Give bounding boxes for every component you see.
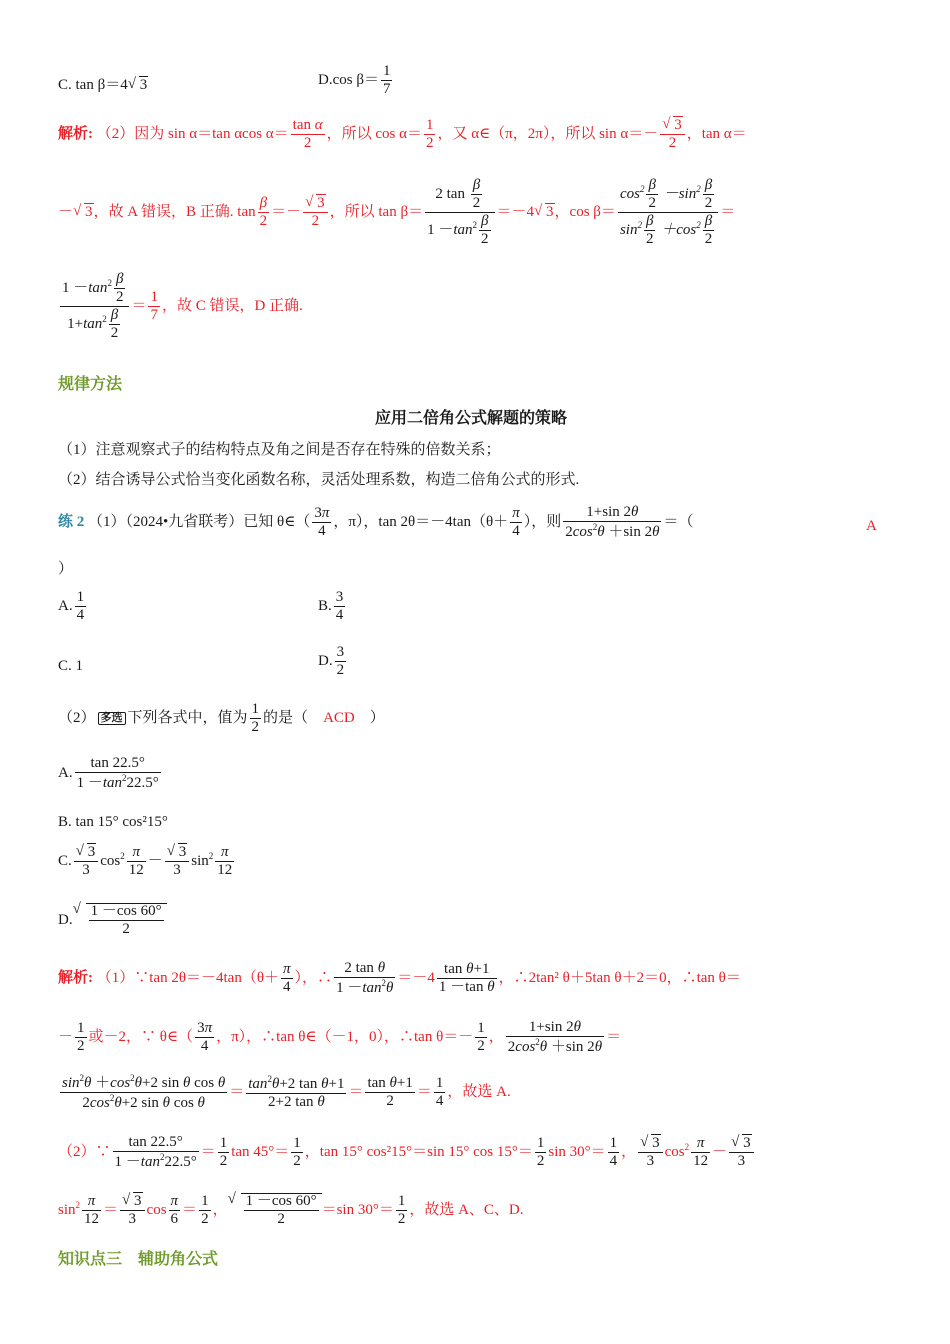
fraction	[258, 196, 270, 229]
num: β	[644, 214, 656, 231]
text: （2）因为 sin α＝tan αcos α＝	[96, 125, 289, 142]
solution-2-line-5: $\sin^2$ $\frac{\pi}{12}$ ＝ √ $\frac{3}{3}$ cos $\frac{\pi}{6}$ ＝ $\frac{1}{2}$ ， √ $\frac{1 -\cos 60^\circ}{2}$ ＝sin 30°＝ $\frac{1}{2}$ ，故选 A、C、D.	[58, 1193, 524, 1227]
num: 1	[251, 701, 260, 717]
fraction	[638, 1136, 663, 1169]
solution-2-line-1	[58, 961, 741, 996]
text: （1）（2024•九省联考）已知 θ∈（	[88, 513, 311, 530]
num: 3	[336, 644, 345, 660]
text: ，tan α＝	[686, 125, 747, 142]
solution-2-line-3	[58, 1074, 511, 1111]
den: 3	[737, 1153, 746, 1169]
num: 1	[293, 1135, 301, 1151]
den: 4	[318, 523, 326, 539]
text: ，	[621, 1143, 637, 1160]
den: 2	[397, 1211, 406, 1227]
text: ＝－	[271, 203, 302, 220]
solution-label: 解析:	[58, 969, 93, 986]
num: $1 -\tan^2$ $\frac{\beta}{2}$	[60, 272, 129, 307]
solution-2-line-4: （2）∵ $\frac{\tan 22.5^\circ}{1 -\tan^222.5^\circ}$ ＝ $\frac{1}{2}$ tan 45°＝ $\frac{1}{2}$ ，tan 15° cos²15°＝sin 15° cos 15°＝ $\frac{1}{2}$ sin 30°＝ $\frac{1}{4}$ ， √ $\frac{3}{3}$ $\cos^2$ $\frac{\pi}{12}$ － √ $\frac{3}{3}$	[58, 1135, 756, 1170]
fraction	[199, 1194, 211, 1227]
num	[638, 1136, 663, 1153]
text: （2）	[58, 709, 96, 726]
fraction	[60, 1074, 227, 1111]
text: 或－2，∵ θ∈（	[88, 1028, 194, 1045]
solution-label: 解析:	[58, 125, 93, 142]
sqrt	[76, 845, 97, 860]
den: 2	[536, 1153, 545, 1169]
den: 3	[128, 1211, 137, 1227]
num: $\tan^2\theta+2$ tan θ+1	[248, 1074, 345, 1092]
solution-1-line-3	[58, 272, 303, 341]
den: 2	[481, 231, 489, 247]
radicand: 3	[85, 203, 93, 220]
option-d	[318, 64, 394, 97]
num: tan θ+1	[437, 962, 497, 979]
den: 2	[115, 289, 124, 305]
option-c	[58, 78, 148, 93]
num: β	[114, 272, 126, 289]
rule-heading: 规律方法	[58, 376, 123, 393]
text: ＝	[348, 1083, 364, 1100]
num: π	[283, 961, 291, 977]
num: 1	[382, 63, 391, 79]
fraction	[74, 845, 99, 878]
text: ＝sin 30°＝	[321, 1201, 394, 1218]
fraction	[365, 1076, 414, 1109]
sqrt	[228, 1193, 322, 1227]
num: π	[82, 1194, 101, 1211]
exercise-2-answer-1: A	[866, 518, 877, 534]
sqrt	[662, 118, 683, 133]
text: ），则	[523, 513, 562, 530]
den: 7	[382, 81, 391, 97]
den: 1 －tan θ	[438, 979, 495, 995]
den: 12	[128, 862, 144, 878]
radicand: 3	[743, 1135, 751, 1151]
fraction	[195, 1021, 214, 1054]
num: β	[109, 308, 121, 325]
num	[660, 118, 685, 135]
text: ，π），∴tan θ∈（－1，0），∴tan θ＝－	[216, 1028, 474, 1045]
num: π	[215, 845, 234, 862]
text: D.	[58, 911, 73, 928]
fraction	[479, 214, 491, 247]
fraction	[218, 1136, 230, 1169]
text: cos	[146, 1201, 167, 1218]
text: ，tan 15° cos²15°＝sin 15° cos 15°＝	[304, 1143, 533, 1160]
num: β	[479, 214, 491, 231]
den: 2	[110, 325, 119, 341]
fraction	[75, 756, 161, 791]
den: 4	[435, 1093, 444, 1109]
fraction	[334, 961, 395, 996]
section-heading: 知识点三 辅助角公式	[58, 1251, 219, 1268]
den: 12	[84, 1211, 100, 1227]
num: β	[471, 178, 483, 195]
radicand: 3	[546, 203, 554, 220]
option-c-text: C. tan β＝4	[58, 77, 128, 93]
den: 2	[704, 195, 713, 211]
fraction	[703, 214, 715, 247]
num: 1	[219, 1135, 228, 1151]
num: tan 22.5°	[113, 1135, 199, 1152]
fraction	[644, 214, 656, 247]
text: ＝	[606, 1028, 622, 1045]
text: ，	[488, 1028, 504, 1045]
text: ＝－4	[496, 203, 535, 220]
multi-select-tag: 多选	[98, 712, 126, 725]
fraction	[114, 272, 126, 305]
option-d-text: D.cos β＝	[318, 71, 379, 88]
den: 12	[693, 1153, 709, 1169]
text: ，π），tan 2θ＝－4tan（θ＋	[333, 513, 509, 530]
text: ，所以 cos α＝	[326, 125, 422, 142]
num: 3	[335, 589, 344, 605]
num: 1	[536, 1135, 545, 1151]
den: 2	[303, 135, 312, 151]
fraction	[250, 702, 262, 735]
den: 2	[311, 213, 320, 229]
text: ＝	[103, 1201, 119, 1218]
text: tan 45°＝	[231, 1143, 290, 1160]
num: $\cos^2$ $\frac{\beta}{2}$ $-\sin^2$ $\frac{\beta}{2}$	[618, 178, 718, 213]
fraction	[618, 178, 718, 247]
num: 1+sin 2θ	[563, 505, 661, 522]
fraction	[291, 118, 325, 151]
sqrt	[128, 78, 149, 93]
text: ＝	[229, 1083, 245, 1100]
den: 2	[477, 1038, 485, 1054]
text: ，故 C 错误，D 正确.	[161, 297, 303, 314]
fraction	[75, 590, 87, 623]
den: 4	[512, 523, 520, 539]
den: 2	[336, 662, 345, 678]
text: ，又 α∈（π，2π），所以 sin α＝－	[437, 125, 659, 142]
den: 2	[472, 195, 481, 211]
solution-2-line-2	[58, 1020, 621, 1055]
num: 1	[397, 1193, 406, 1209]
text: ，∴2tan² θ＋5tan θ＋2＝0，∴tan θ＝	[498, 969, 741, 986]
fraction	[169, 1194, 181, 1227]
text: ，故选 A.	[447, 1083, 511, 1100]
num: $\sin^2\theta +\cos^2\theta+2$ sin θ cos θ	[62, 1073, 226, 1091]
fraction	[434, 1076, 446, 1109]
radicand: 3	[134, 1193, 142, 1209]
exercise-label: 练 2	[58, 513, 85, 530]
text: ）	[369, 709, 385, 726]
den: $1 -\tan^222.5^\circ$	[76, 773, 159, 791]
num: β	[258, 196, 270, 213]
text: －	[58, 1028, 74, 1045]
num	[120, 1194, 145, 1211]
fraction	[563, 505, 661, 540]
fraction	[246, 1075, 346, 1110]
den: $1+\tan^2$ $\frac{\beta}{2}$	[67, 307, 119, 341]
den: 3	[173, 862, 181, 878]
fraction	[215, 845, 234, 878]
fraction	[646, 178, 658, 211]
q2-option-d	[58, 903, 167, 937]
den: $1 -\tan^2$ $\frac{\beta}{2}$	[427, 213, 489, 247]
den: $2\cos^2\theta +\sin$ 2θ	[565, 522, 660, 540]
fraction	[82, 1194, 101, 1227]
fraction	[471, 178, 483, 211]
sqrt	[534, 205, 555, 220]
fraction	[127, 845, 146, 878]
num: tan 22.5°	[75, 756, 161, 773]
text: B.	[318, 597, 332, 614]
den: 4	[200, 1038, 209, 1054]
den: $1 -\tan^222.5^\circ$	[114, 1152, 197, 1170]
text: 的是（	[263, 709, 309, 726]
sqrt	[167, 845, 188, 860]
rule-title: 应用二倍角公式解题的策略	[375, 410, 568, 427]
text: ＝	[720, 203, 736, 220]
fraction	[475, 1021, 487, 1054]
den: 2	[648, 195, 656, 211]
den: 2	[386, 1093, 394, 1109]
fraction	[335, 645, 347, 678]
option-c-2: C. 1	[58, 658, 84, 674]
num: 2 tan θ	[334, 961, 395, 978]
radicand: 3	[87, 844, 96, 860]
den: $2\cos^2\theta+2$ sin θ cos θ	[82, 1093, 205, 1111]
num: tan θ+1	[367, 1075, 413, 1091]
text: sin 30°＝	[548, 1143, 606, 1160]
text: （1）∵tan 2θ＝－4tan（θ＋	[96, 969, 280, 986]
q2-option-a	[58, 756, 163, 791]
num: 1	[435, 1075, 444, 1091]
rule-item-1: （1）注意观察式子的结构特点及角之间是否存在特殊的倍数关系；	[58, 442, 501, 458]
num: 1	[425, 117, 434, 133]
fraction	[303, 196, 328, 229]
num: 1	[477, 1020, 485, 1036]
den: 2	[645, 231, 654, 247]
num	[74, 845, 99, 862]
exercise-2-question-1	[58, 505, 694, 540]
den: $\sin^2$ $\frac{\beta}{2}$ $+\cos^2$ $\frac{\beta}{2}$	[619, 213, 713, 247]
den: 2	[704, 231, 713, 247]
num: √ 1 －cos 60°	[245, 1193, 317, 1209]
sqrt	[73, 903, 167, 937]
den: 2	[668, 135, 677, 151]
fraction	[425, 178, 494, 247]
fraction	[660, 118, 685, 151]
text: ＝	[131, 297, 147, 314]
radicand: 3	[317, 195, 325, 211]
den: 3	[646, 1153, 655, 1169]
text: ＝－4	[397, 969, 435, 986]
fraction	[165, 845, 190, 878]
den: $2\cos^2\theta +\sin$ 2θ	[507, 1037, 603, 1055]
solution-1-line-1	[58, 118, 747, 151]
fraction	[510, 506, 522, 539]
fraction	[109, 308, 121, 341]
radicand: 3	[178, 844, 187, 860]
den: 2	[219, 1153, 228, 1169]
num: π	[127, 845, 146, 862]
radicand	[86, 903, 167, 937]
option-a	[58, 590, 88, 623]
fraction	[729, 1136, 754, 1169]
text: ＝	[416, 1083, 432, 1100]
num: π	[512, 505, 520, 521]
sqrt	[640, 1136, 661, 1151]
den: 4	[76, 607, 85, 623]
num: β	[646, 178, 658, 195]
text: －	[712, 1143, 728, 1160]
option-b	[318, 590, 347, 623]
fraction	[244, 1194, 319, 1227]
num: 1	[609, 1135, 618, 1151]
fraction	[120, 1194, 145, 1227]
num	[303, 196, 328, 213]
fraction	[148, 290, 160, 323]
fraction	[703, 178, 715, 211]
den: 4	[283, 979, 291, 995]
num: 3π	[197, 1020, 213, 1036]
text: sin	[58, 1201, 76, 1218]
fraction	[608, 1136, 620, 1169]
sqrt	[73, 205, 94, 220]
text: C.	[58, 852, 72, 869]
fraction	[691, 1136, 710, 1169]
fraction	[291, 1136, 303, 1169]
radicand: 3	[652, 1135, 660, 1151]
den: 7	[150, 307, 158, 323]
fraction	[334, 590, 346, 623]
text: ），∴	[294, 969, 333, 986]
num: 1	[150, 289, 158, 305]
num: tan α	[292, 117, 323, 133]
den: 3	[82, 862, 90, 878]
fraction	[424, 118, 436, 151]
den: 2	[77, 1038, 85, 1054]
solution-1-line-2	[58, 178, 735, 247]
sqrt	[305, 196, 326, 211]
fraction	[396, 1194, 408, 1227]
num: 1	[201, 1193, 209, 1209]
text: 下列各式中，值为	[127, 709, 248, 726]
radicand	[241, 1193, 322, 1227]
fraction	[437, 962, 497, 995]
text: ，故选 A、C、D.	[409, 1201, 524, 1218]
num	[165, 845, 190, 862]
num: 1	[76, 589, 85, 605]
den: 2+2 tan θ	[268, 1094, 325, 1110]
fraction	[312, 506, 331, 539]
q2-option-c: C. √ $\frac{3}{3}$ $\cos^2$ $\frac{\pi}{12}$ － √ $\frac{3}{3}$ $\sin^2$ $\frac{\pi}{12}$	[58, 845, 236, 878]
close-paren: ）	[58, 561, 74, 577]
num: 2 tan $\frac{\beta}{2}$	[425, 178, 494, 213]
fraction	[113, 1135, 199, 1170]
text: ，	[212, 1201, 228, 1218]
num: √ 1 －cos 60°	[90, 903, 162, 919]
option-d-2	[318, 645, 348, 678]
fraction	[89, 904, 164, 937]
num: π	[170, 1193, 179, 1209]
num: 1	[77, 1020, 85, 1036]
sqrt	[731, 1136, 752, 1151]
fraction	[75, 1021, 87, 1054]
text: ＝	[182, 1201, 198, 1218]
fraction	[506, 1020, 604, 1055]
radicand: 3	[139, 77, 148, 93]
den: $1 -\tan^2\theta$	[336, 978, 394, 996]
fraction	[381, 64, 393, 97]
text: D.	[318, 652, 333, 669]
fraction	[281, 962, 293, 995]
den: 2	[251, 719, 260, 735]
sqrt	[122, 1194, 143, 1209]
den: 2	[122, 921, 130, 937]
text: ＝	[200, 1143, 216, 1160]
num: β	[703, 214, 715, 231]
rule-item-2: （2）结合诱导公式恰当变化函数名称，灵活处理系数，构造二倍角公式的形式.	[58, 472, 580, 488]
text: ，故 A 错误，B 正确. tan	[93, 203, 256, 220]
num: 1+sin 2θ	[506, 1020, 604, 1037]
text: A.	[58, 764, 73, 781]
den: 2	[293, 1153, 301, 1169]
text: cos	[664, 1143, 685, 1160]
den: 2	[277, 1211, 285, 1227]
fraction	[535, 1136, 547, 1169]
text: ，所以 tan β＝	[329, 203, 424, 220]
text: （2）∵	[58, 1143, 111, 1160]
exercise-2-answer-2: ACD	[323, 709, 355, 726]
den: 4	[609, 1153, 618, 1169]
text: A.	[58, 597, 73, 614]
num	[729, 1136, 754, 1153]
den: 2	[201, 1211, 209, 1227]
text: ＝（	[663, 513, 694, 530]
exercise-2-question-2	[58, 702, 385, 735]
den: 4	[335, 607, 344, 623]
radicand: 3	[674, 117, 682, 133]
text: ，cos β＝	[554, 203, 616, 220]
den: 2	[259, 213, 268, 229]
den: 12	[217, 862, 233, 878]
den: 6	[170, 1211, 179, 1227]
den: 2	[425, 135, 434, 151]
fraction	[60, 272, 129, 341]
num: β	[703, 178, 715, 195]
num: 3π	[314, 505, 330, 521]
num: π	[691, 1136, 710, 1153]
q2-option-b: B. tan 15° cos²15°	[58, 814, 168, 830]
text: －	[58, 203, 74, 220]
